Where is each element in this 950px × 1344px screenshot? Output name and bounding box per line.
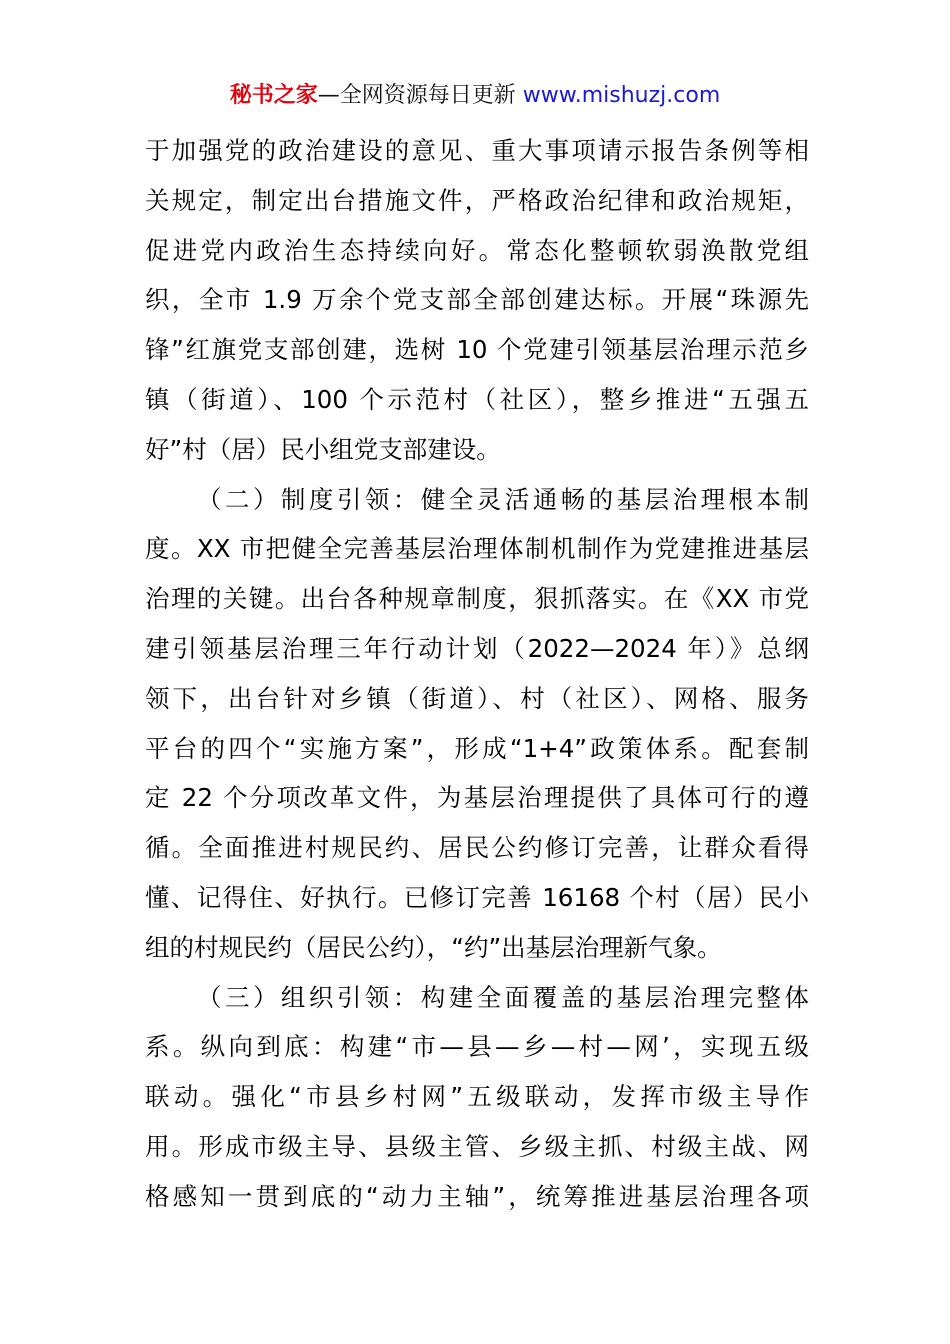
text-line: 度。XX 市把健全完善基层治理体制机制作为党建推进基层: [145, 534, 809, 564]
text-line: 循。全面推进村规民约、居民公约修订完善，让群众看得: [145, 833, 809, 863]
text-line: 关规定，制定出台措施文件，严格政治纪律和政治规矩，: [145, 185, 809, 215]
text-line: 促进党内政治生态持续向好。常态化整顿软弱涣散党组: [145, 235, 809, 265]
text-line: 织，全市 1.9 万余个党支部全部创建达标。开展“珠源先: [145, 285, 809, 315]
header-tagline: —全网资源每日更新: [317, 83, 523, 108]
text-line: 联动。强化“市县乡村网”五级联动，发挥市级主导作: [145, 1082, 809, 1112]
text-line: 格感知一贯到底的“动力主轴”，统筹推进基层治理各项: [145, 1181, 809, 1211]
text-line: 定 22 个分项改革文件，为基层治理提供了具体可行的遵: [145, 783, 809, 813]
text-line: （二）制度引领：健全灵活通畅的基层治理根本制: [197, 484, 809, 514]
text-line: （三）组织引领：构建全面覆盖的基层治理完整体: [197, 982, 809, 1012]
text-line: 平台的四个“实施方案”，形成“1+4”政策体系。配套制: [145, 733, 809, 763]
text-line: 系。纵向到底：构建“市—县—乡—村—网’，实现五级: [145, 1032, 809, 1062]
text-line: 建引领基层治理三年行动计划（2022—2024 年）》总纲: [145, 633, 809, 663]
text-line: 治理的关键。出台各种规章制度，狠抓落实。在《XX 市党: [145, 584, 809, 614]
text-line: 于加强党的政治建设的意见、重大事项请示报告条例等相: [145, 136, 809, 165]
text-line: 领下，出台针对乡镇（街道）、村（社区）、网格、服务: [145, 683, 809, 713]
brand-name: 秘书之家: [229, 83, 318, 108]
text-line: 组的村规民约（居民公约），“约”出基层治理新气象。: [145, 932, 722, 962]
site-url-link[interactable]: www.mishuzj.com: [522, 83, 721, 108]
document-body: [145, 126, 809, 1222]
text-line: 镇（街道）、100 个示范村（社区），整乡推进“五强五: [145, 384, 809, 414]
text-line: 锋”红旗党支部创建，选树 10 个党建引领基层治理示范乡: [145, 335, 809, 365]
text-line: 好”村（居）民小组党支部建设。: [145, 434, 501, 464]
text-line: 用。形成市级主导、县级主管、乡级主抓、村级主战、网: [145, 1131, 809, 1161]
document-header: [0, 80, 950, 112]
text-line: 懂、记得住、好执行。已修订完善 16168 个村（居）民小: [145, 882, 809, 912]
